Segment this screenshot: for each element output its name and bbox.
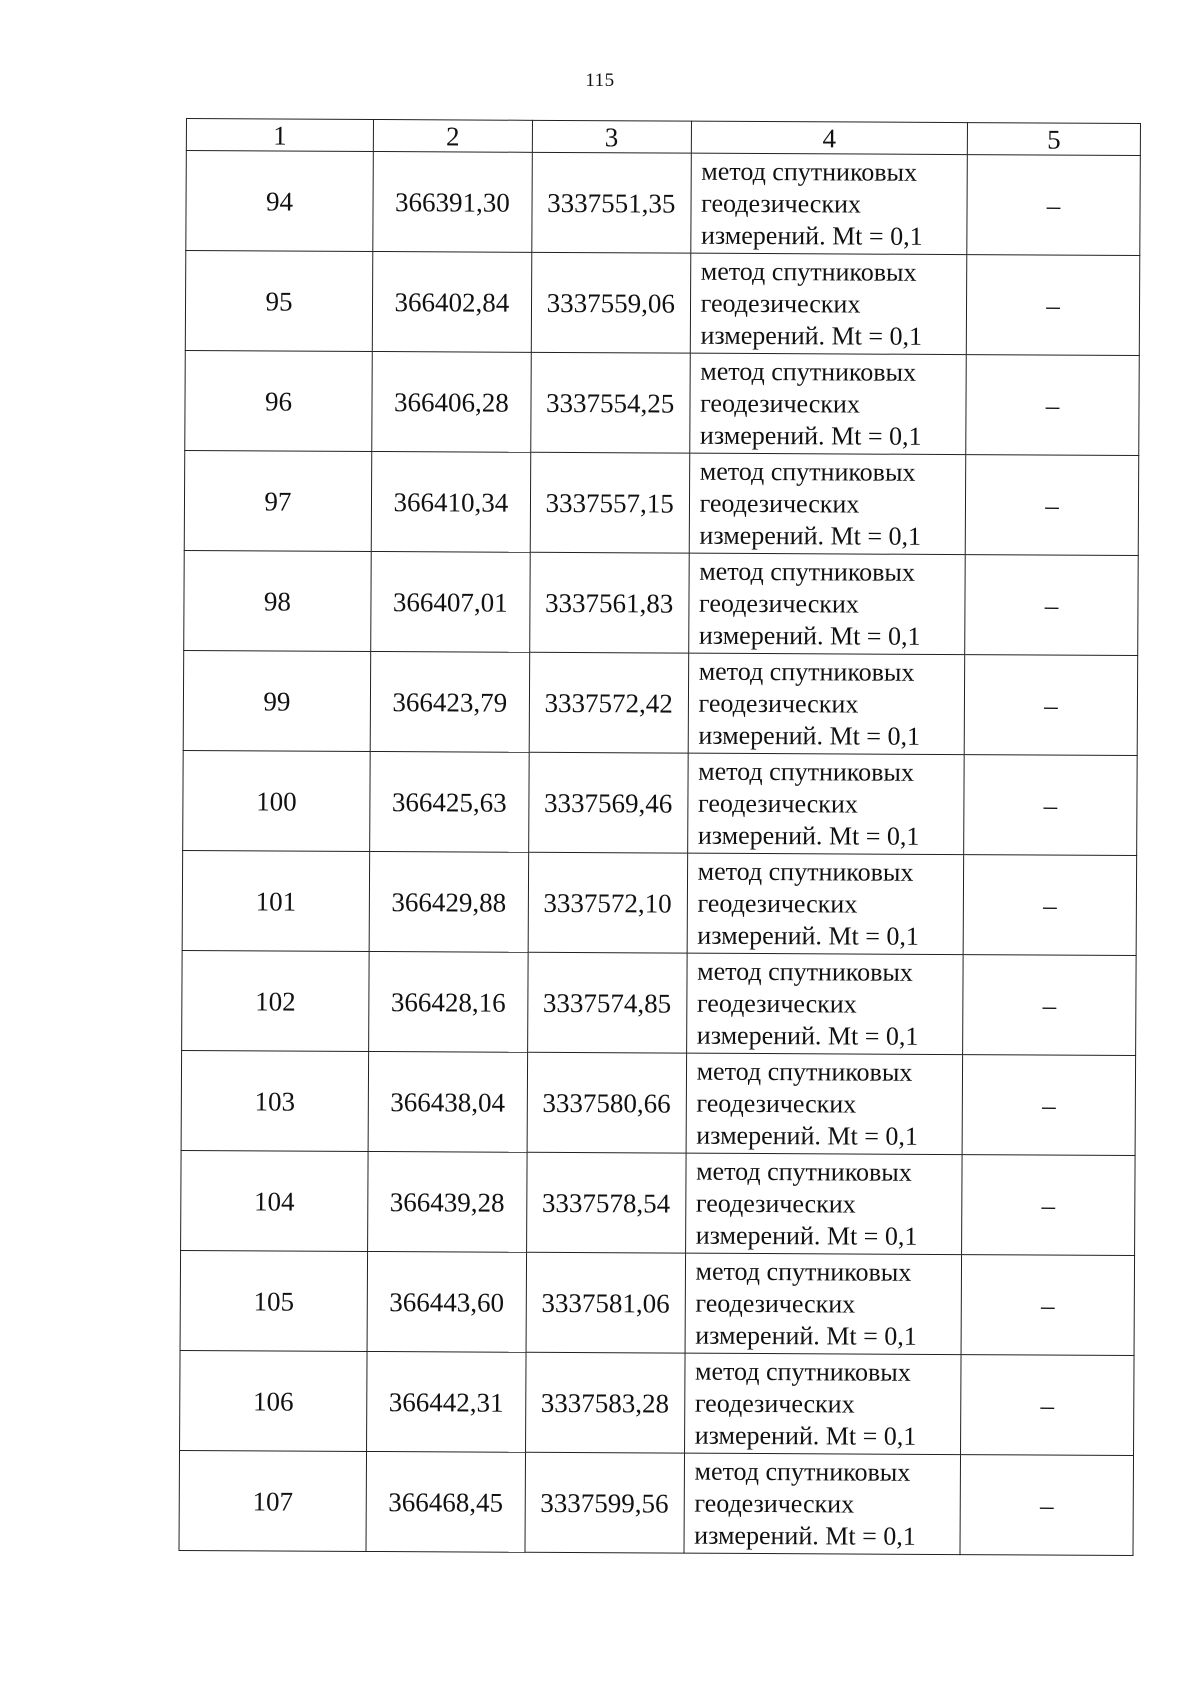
- method-line: измерений. Mt = 0,1: [699, 520, 922, 551]
- table-row: [184, 450, 1139, 555]
- coordinate-x-cell: 366391,30: [373, 151, 532, 252]
- note-cell: –: [962, 1055, 1135, 1156]
- coordinate-x-cell: 366406,28: [372, 351, 531, 452]
- note-cell: –: [960, 1455, 1133, 1556]
- table-row: [179, 1450, 1134, 1555]
- header-cell-col-2: 2: [373, 119, 532, 152]
- method-line: геодезических: [700, 288, 861, 319]
- note-cell: –: [964, 655, 1137, 756]
- coordinate-x-cell: 366407,01: [371, 551, 530, 652]
- coordinate-y-cell: 3337572,10: [528, 852, 687, 953]
- method-line: геодезических: [695, 1188, 856, 1219]
- method-line: геодезических: [696, 1088, 857, 1119]
- table-row: [186, 151, 1141, 256]
- method-cell: [690, 253, 967, 354]
- point-number-cell: 104: [181, 1150, 368, 1251]
- note-cell: –: [963, 955, 1136, 1056]
- method-line: измерений. Mt = 0,1: [699, 420, 922, 451]
- header-cell-col-1: 1: [186, 119, 373, 152]
- note-cell: –: [966, 355, 1139, 456]
- method-line: геодезических: [701, 188, 861, 219]
- point-number-cell: 103: [181, 1050, 368, 1151]
- header-cell-col-4: 4: [691, 121, 968, 154]
- point-number-cell: 100: [183, 750, 370, 851]
- method-line: метод спутниковых: [699, 456, 916, 487]
- point-number-cell: 105: [180, 1250, 367, 1351]
- method-line: измерений. Mt = 0,1: [697, 920, 920, 951]
- table-row: [180, 1350, 1135, 1455]
- method-cell: [688, 653, 965, 754]
- method-line: геодезических: [699, 488, 860, 519]
- point-number-cell: 99: [183, 650, 370, 751]
- coordinate-y-cell: 3337580,66: [527, 1052, 686, 1153]
- method-line: метод спутниковых: [696, 1056, 913, 1087]
- note-cell: –: [963, 855, 1136, 956]
- method-line: метод спутниковых: [695, 1256, 912, 1287]
- method-cell: [688, 553, 965, 654]
- method-line: измерений. Mt = 0,1: [698, 720, 921, 751]
- table-row: [184, 550, 1139, 655]
- method-cell: [685, 1253, 962, 1354]
- method-line: измерений. Mt = 0,1: [695, 1220, 918, 1251]
- coordinate-x-cell: 366429,88: [369, 851, 528, 952]
- note-cell: –: [967, 155, 1140, 256]
- table-row: [181, 1050, 1136, 1155]
- method-line: измерений. Mt = 0,1: [694, 1520, 916, 1551]
- note-cell: –: [961, 1255, 1134, 1356]
- method-line: геодезических: [700, 388, 860, 419]
- page-number: 115: [585, 70, 615, 91]
- table-header-row: [186, 119, 1140, 156]
- method-line: измерений. Mt = 0,1: [696, 1120, 918, 1151]
- coordinate-x-cell: 366439,28: [368, 1151, 527, 1252]
- method-line: метод спутниковых: [701, 156, 918, 187]
- method-line: геодезических: [697, 788, 858, 819]
- header-cell-col-5: 5: [967, 123, 1140, 156]
- point-number-cell: 95: [185, 251, 372, 352]
- coordinate-y-cell: 3337578,54: [526, 1152, 685, 1253]
- method-line: геодезических: [695, 1288, 856, 1319]
- table-row: [185, 350, 1140, 455]
- coordinate-y-cell: 3337557,15: [530, 452, 689, 553]
- coordinate-y-cell: 3337583,28: [525, 1352, 684, 1453]
- method-line: метод спутниковых: [696, 1156, 912, 1187]
- coordinate-y-cell: 3337574,85: [527, 952, 686, 1053]
- method-line: геодезических: [696, 988, 857, 1019]
- point-number-cell: 101: [182, 850, 369, 951]
- point-number-cell: 97: [184, 450, 371, 551]
- coordinate-x-cell: 366410,34: [371, 451, 530, 552]
- table-row: [185, 251, 1140, 356]
- note-cell: –: [965, 455, 1138, 556]
- coordinate-y-cell: 3337561,83: [530, 552, 689, 653]
- method-line: измерений. Mt = 0,1: [700, 320, 923, 351]
- method-cell: [687, 753, 964, 854]
- method-line: метод спутниковых: [697, 856, 914, 887]
- method-cell: [686, 953, 963, 1054]
- point-number-cell: 102: [182, 950, 369, 1051]
- method-cell: [690, 153, 967, 254]
- coordinate-y-cell: 3337551,35: [532, 152, 691, 253]
- coordinate-y-cell: 3337572,42: [529, 652, 688, 753]
- note-cell: –: [966, 255, 1139, 356]
- coordinate-y-cell: 3337554,25: [531, 352, 690, 453]
- coordinate-y-cell: 3337569,46: [528, 752, 687, 853]
- table-row: [183, 650, 1138, 755]
- note-cell: –: [962, 1155, 1135, 1256]
- method-line: геодезических: [697, 888, 858, 919]
- table-row: [182, 950, 1137, 1055]
- method-cell: [689, 453, 966, 554]
- table-row: [181, 1150, 1136, 1255]
- method-line: метод спутниковых: [698, 756, 914, 787]
- method-line: геодезических: [698, 688, 859, 719]
- coordinate-x-cell: 366443,60: [367, 1251, 526, 1352]
- method-line: геодезических: [694, 1388, 855, 1419]
- method-cell: [684, 1353, 961, 1454]
- method-cell: [684, 1453, 961, 1554]
- method-line: измерений. Mt = 0,1: [694, 1420, 917, 1451]
- method-line: метод спутниковых: [698, 656, 915, 687]
- point-number-cell: 96: [185, 350, 372, 451]
- note-cell: –: [964, 755, 1137, 856]
- method-line: метод спутниковых: [700, 356, 917, 387]
- table-row: [180, 1250, 1135, 1355]
- coordinate-x-cell: 366402,84: [372, 251, 531, 352]
- table-row: [183, 750, 1138, 855]
- method-line: измерений. Mt = 0,1: [696, 1020, 919, 1051]
- coordinate-x-cell: 366423,79: [370, 651, 529, 752]
- coordinate-x-cell: 366468,45: [366, 1451, 525, 1552]
- method-line: метод спутниковых: [700, 256, 917, 287]
- coordinate-x-cell: 366425,63: [370, 751, 529, 852]
- method-line: измерений. Mt = 0,1: [698, 620, 921, 651]
- coordinate-x-cell: 366438,04: [368, 1051, 527, 1152]
- coordinate-y-cell: 3337599,56: [525, 1452, 684, 1553]
- table-row: [182, 850, 1137, 955]
- method-cell: [687, 853, 964, 954]
- note-cell: –: [961, 1355, 1134, 1456]
- point-number-cell: 94: [186, 151, 373, 252]
- header-cell-col-3: 3: [532, 120, 691, 153]
- method-line: измерений. Mt = 0,1: [695, 1320, 917, 1351]
- coordinate-y-cell: 3337559,06: [531, 252, 690, 353]
- point-number-cell: 106: [180, 1350, 367, 1451]
- method-line: измерений. Mt = 0,1: [697, 820, 920, 851]
- coordinate-x-cell: 366442,31: [366, 1351, 525, 1452]
- method-cell: [689, 353, 966, 454]
- coordinate-y-cell: 3337581,06: [526, 1252, 685, 1353]
- note-cell: –: [965, 555, 1138, 656]
- method-line: метод спутниковых: [699, 556, 916, 587]
- coordinate-x-cell: 366428,16: [369, 951, 528, 1052]
- method-cell: [686, 1053, 963, 1154]
- method-line: метод спутниковых: [694, 1356, 911, 1387]
- method-line: метод спутниковых: [694, 1456, 911, 1487]
- method-line: измерений. Mt = 0,1: [700, 220, 923, 251]
- coordinates-table: [178, 118, 1140, 1556]
- method-line: геодезических: [699, 588, 859, 619]
- method-line: геодезических: [694, 1488, 855, 1519]
- point-number-cell: 98: [184, 550, 371, 651]
- point-number-cell: 107: [179, 1450, 366, 1551]
- table-body: [179, 119, 1140, 1556]
- method-cell: [685, 1153, 962, 1254]
- method-line: метод спутниковых: [697, 956, 913, 987]
